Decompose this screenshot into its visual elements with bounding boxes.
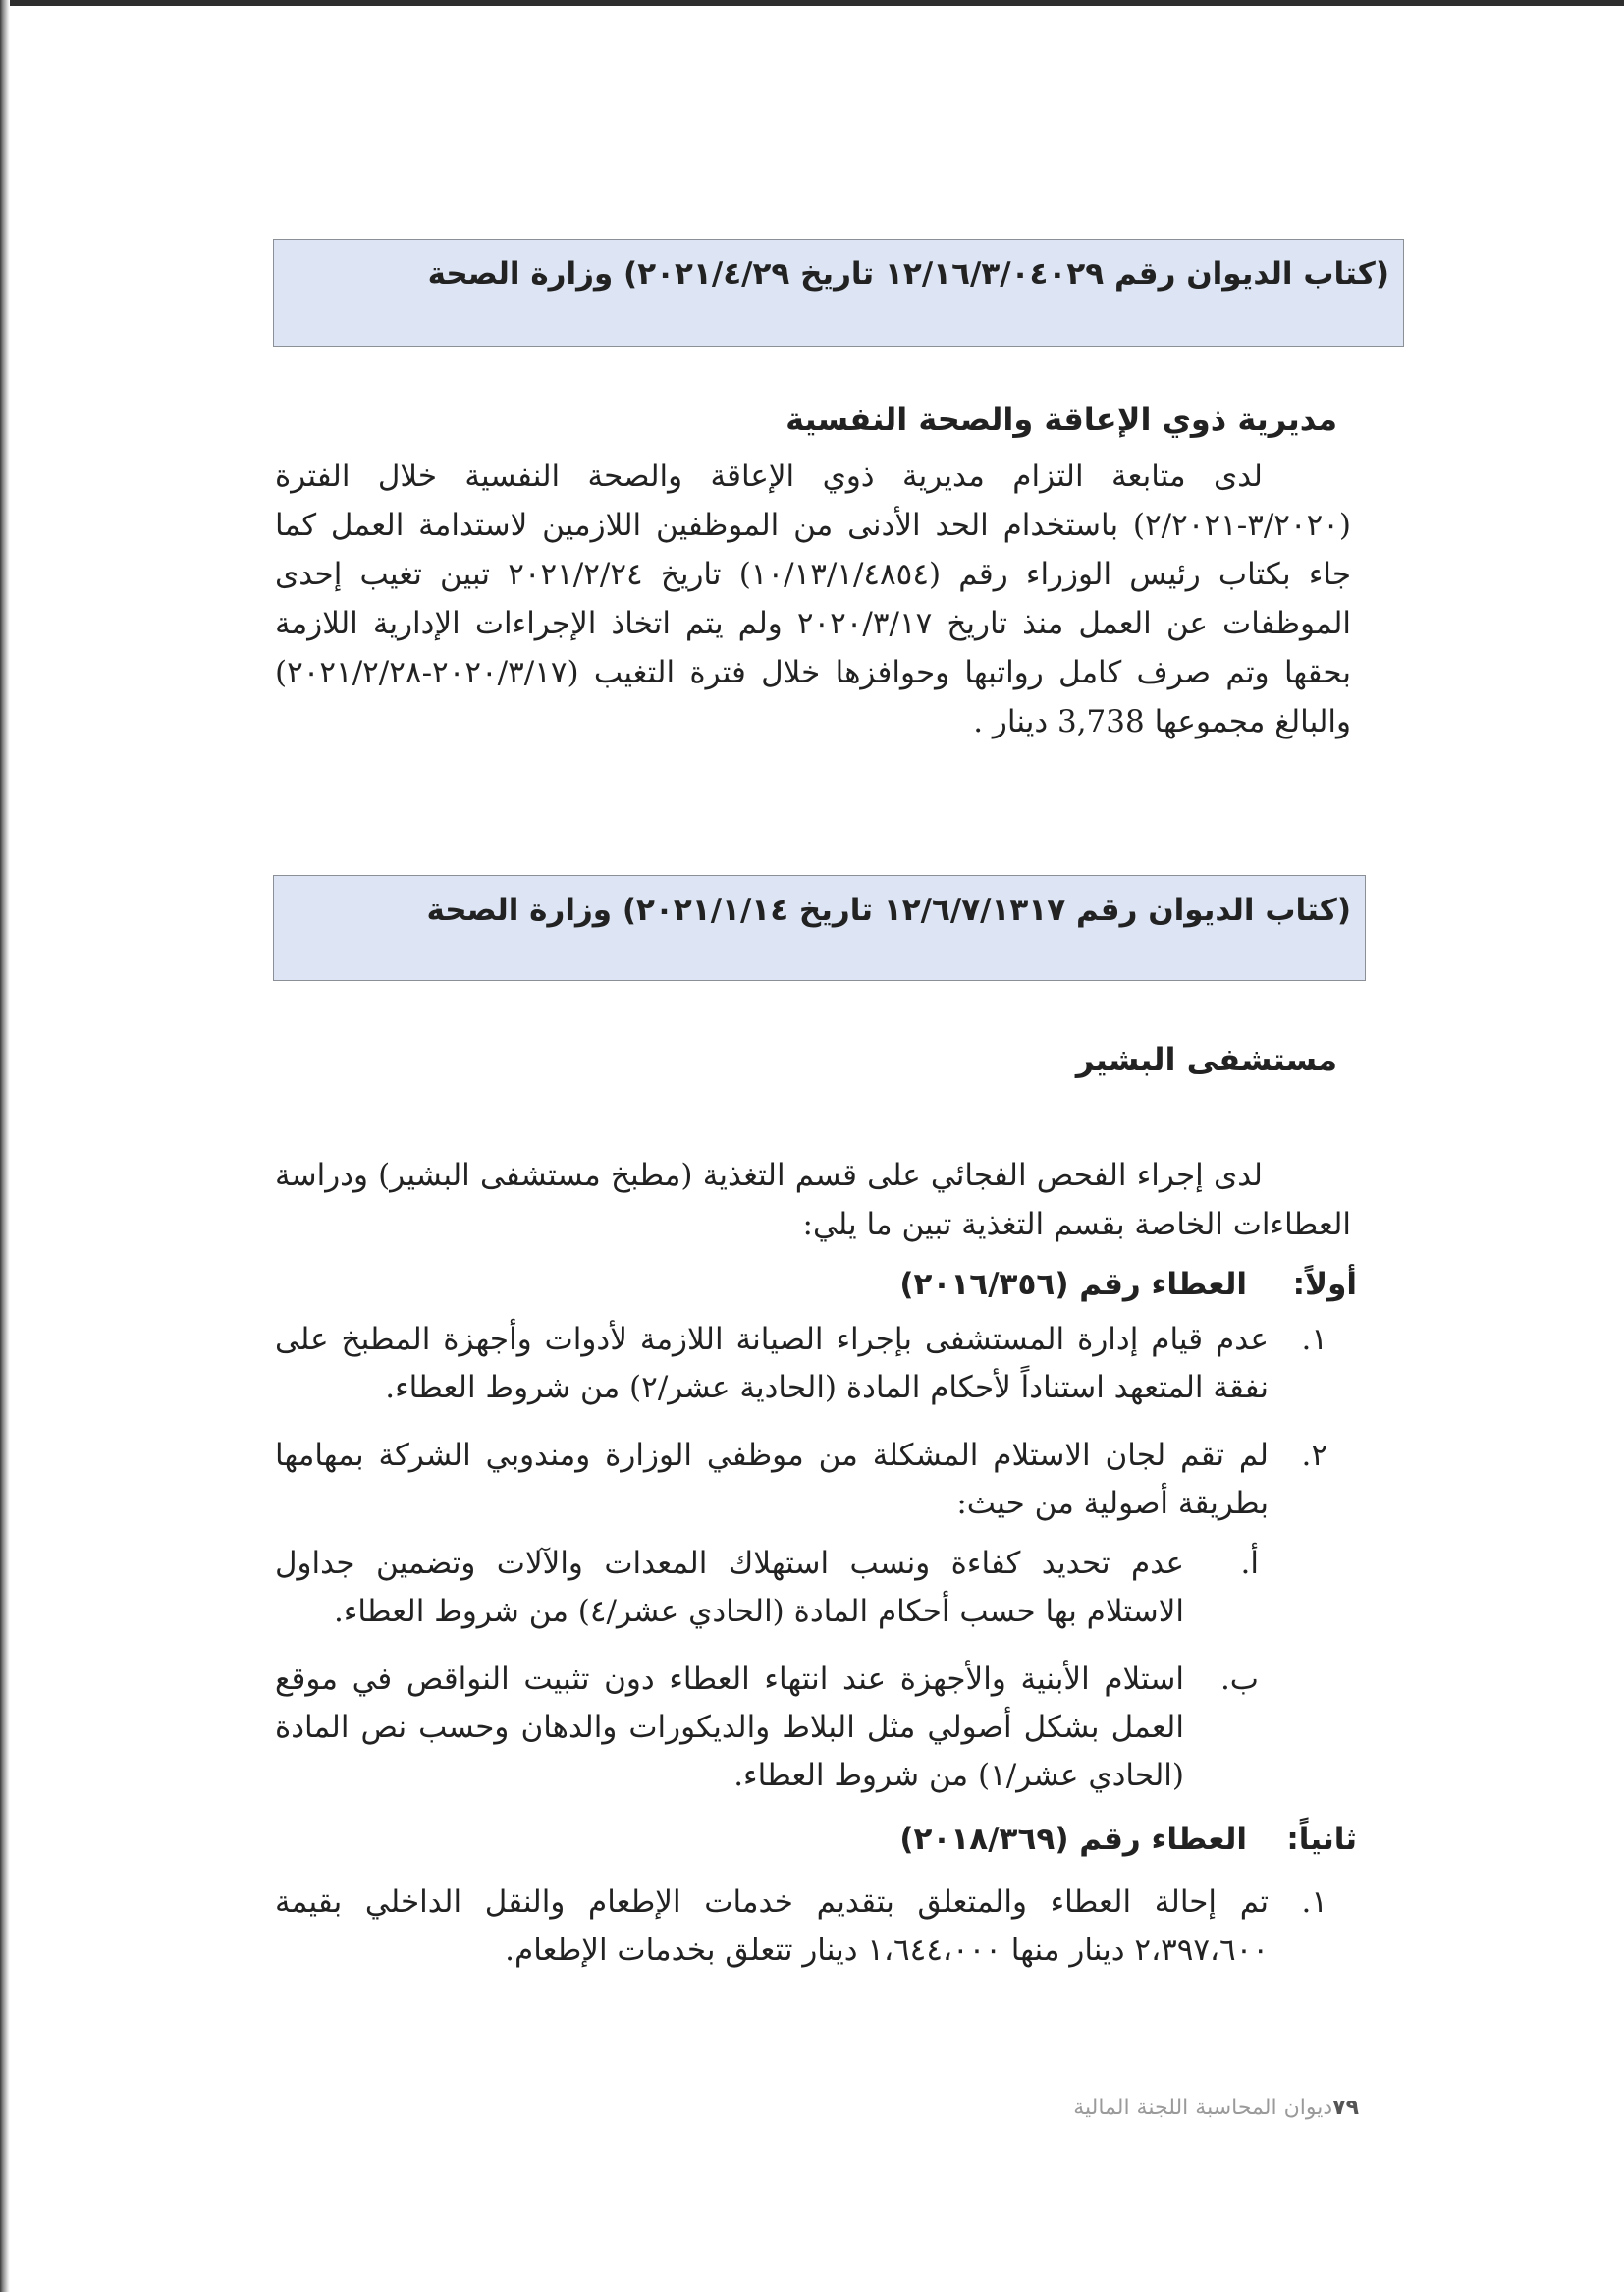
list-item-marker: ٢. — [1301, 1438, 1327, 1473]
section-title-bashir-hospital: مستشفى البشير — [1075, 1041, 1337, 1078]
list-item-marker: ١. — [1301, 1884, 1327, 1920]
page-footer — [1073, 2096, 1359, 2120]
list-item-marker: ١. — [1301, 1322, 1327, 1357]
tender-1-title: العطاء رقم (٢٠١٦/٣٥٦) — [899, 1267, 1247, 1302]
section-1-paragraph — [275, 452, 1351, 746]
scan-top-edge — [0, 0, 1624, 6]
section-1-text: لدى متابعة التزام مديرية ذوي الإعاقة والصحة النفسية خلال الفترة (٣/٢٠٢٠-٢/٢٠٢١) باستخدام الحد الأدنى من الموظفين اللازمين لاستدامة العمل كما جاء بكتاب رئيس الوزراء رقم (١٠/١٣/١/٤٨٥٤) تاريخ ٢٠٢١/٢/٢٤ تبين تغيب إحدى الموظفات عن العمل منذ تاريخ ٢٠٢٠/٣/١٧ ولم يتم اتخاذ الإجراءات الإدارية اللازمة بحقها وتم صرف كامل رواتبها وحوافزها خلال فترة التغيب (٢٠٢٠/٣/١٧-٢٠٢١/٢/٢٨) والبالغ مجموعها 3,738 دينار . — [275, 459, 1352, 739]
section-title-disability-directorate: مديرية ذوي الإعاقة والصحة النفسية — [785, 401, 1337, 438]
tender-2-heading — [899, 1822, 1357, 1857]
sub-list-item: استلام الأبنية والأجهزة عند انتهاء العطاء دون تثبيت النواقص في موقع العمل بشكل أصولي مثل البلاط والديكورات والدهان وحسب نص المادة (الحادي عشر/١) من شروط العطاء. — [275, 1662, 1184, 1793]
list-item: لم تقم لجان الاستلام المشكلة من موظفي الوزارة ومندوبي الشركة بمهامها بطريقة أصولية من حيث: — [275, 1438, 1269, 1521]
tender-1-prefix: أولاً: — [1292, 1267, 1357, 1302]
scan-left-edge — [0, 0, 10, 2292]
sub-list-item-marker: أ. — [1240, 1546, 1259, 1581]
tender-1-heading — [899, 1267, 1357, 1302]
sub-list-item: عدم تحديد كفاءة ونسب استهلاك المعدات والآلات وتضمين جداول الاستلام بها حسب أحكام المادة (الحادي عشر/٤) من شروط العطاء. — [275, 1546, 1184, 1629]
footer-text: ديوان المحاسبة اللجنة المالية — [1073, 2096, 1333, 2120]
list-item: عدم قيام إدارة المستشفى بإجراء الصيانة اللازمة لأدوات وأجهزة المطبخ على نفقة المتعهد استناداً لأحكام المادة (الحادية عشر/٢) من شروط العطاء. — [275, 1322, 1269, 1405]
sub-list-item-marker: ب. — [1219, 1662, 1259, 1697]
section-2-intro — [275, 1151, 1351, 1249]
reference-heading-box-1 — [273, 239, 1404, 347]
reference-heading-2: (كتاب الديوان رقم ١٢/٦/٧/١٣١٧ تاريخ ٢٠٢١/١/١٤) وزارة الصحة — [426, 893, 1351, 928]
reference-heading-box-2 — [273, 875, 1366, 981]
reference-heading-1: (كتاب الديوان رقم ١٢/١٦/٣/٠٤٠٢٩ تاريخ ٢٠٢١/٤/٢٩) وزارة الصحة — [427, 256, 1389, 292]
tender-2-prefix: ثانياً: — [1286, 1822, 1357, 1857]
list-item: تم إحالة العطاء والمتعلق بتقديم خدمات الإطعام والنقل الداخلي بقيمة ٢،٣٩٧،٦٠٠ دينار منها ١،٦٤٤،٠٠٠ دينار تتعلق بخدمات الإطعام. — [275, 1884, 1269, 1968]
page-number: ٧٩ — [1332, 2096, 1359, 2120]
section-2-intro-text: لدى إجراء الفحص الفجائي على قسم التغذية (مطبخ مستشفى البشير) ودراسة العطاءات الخاصة بقسم التغذية تبين ما يلي: — [275, 1158, 1351, 1242]
tender-2-title: العطاء رقم (٢٠١٨/٣٦٩) — [899, 1822, 1247, 1857]
